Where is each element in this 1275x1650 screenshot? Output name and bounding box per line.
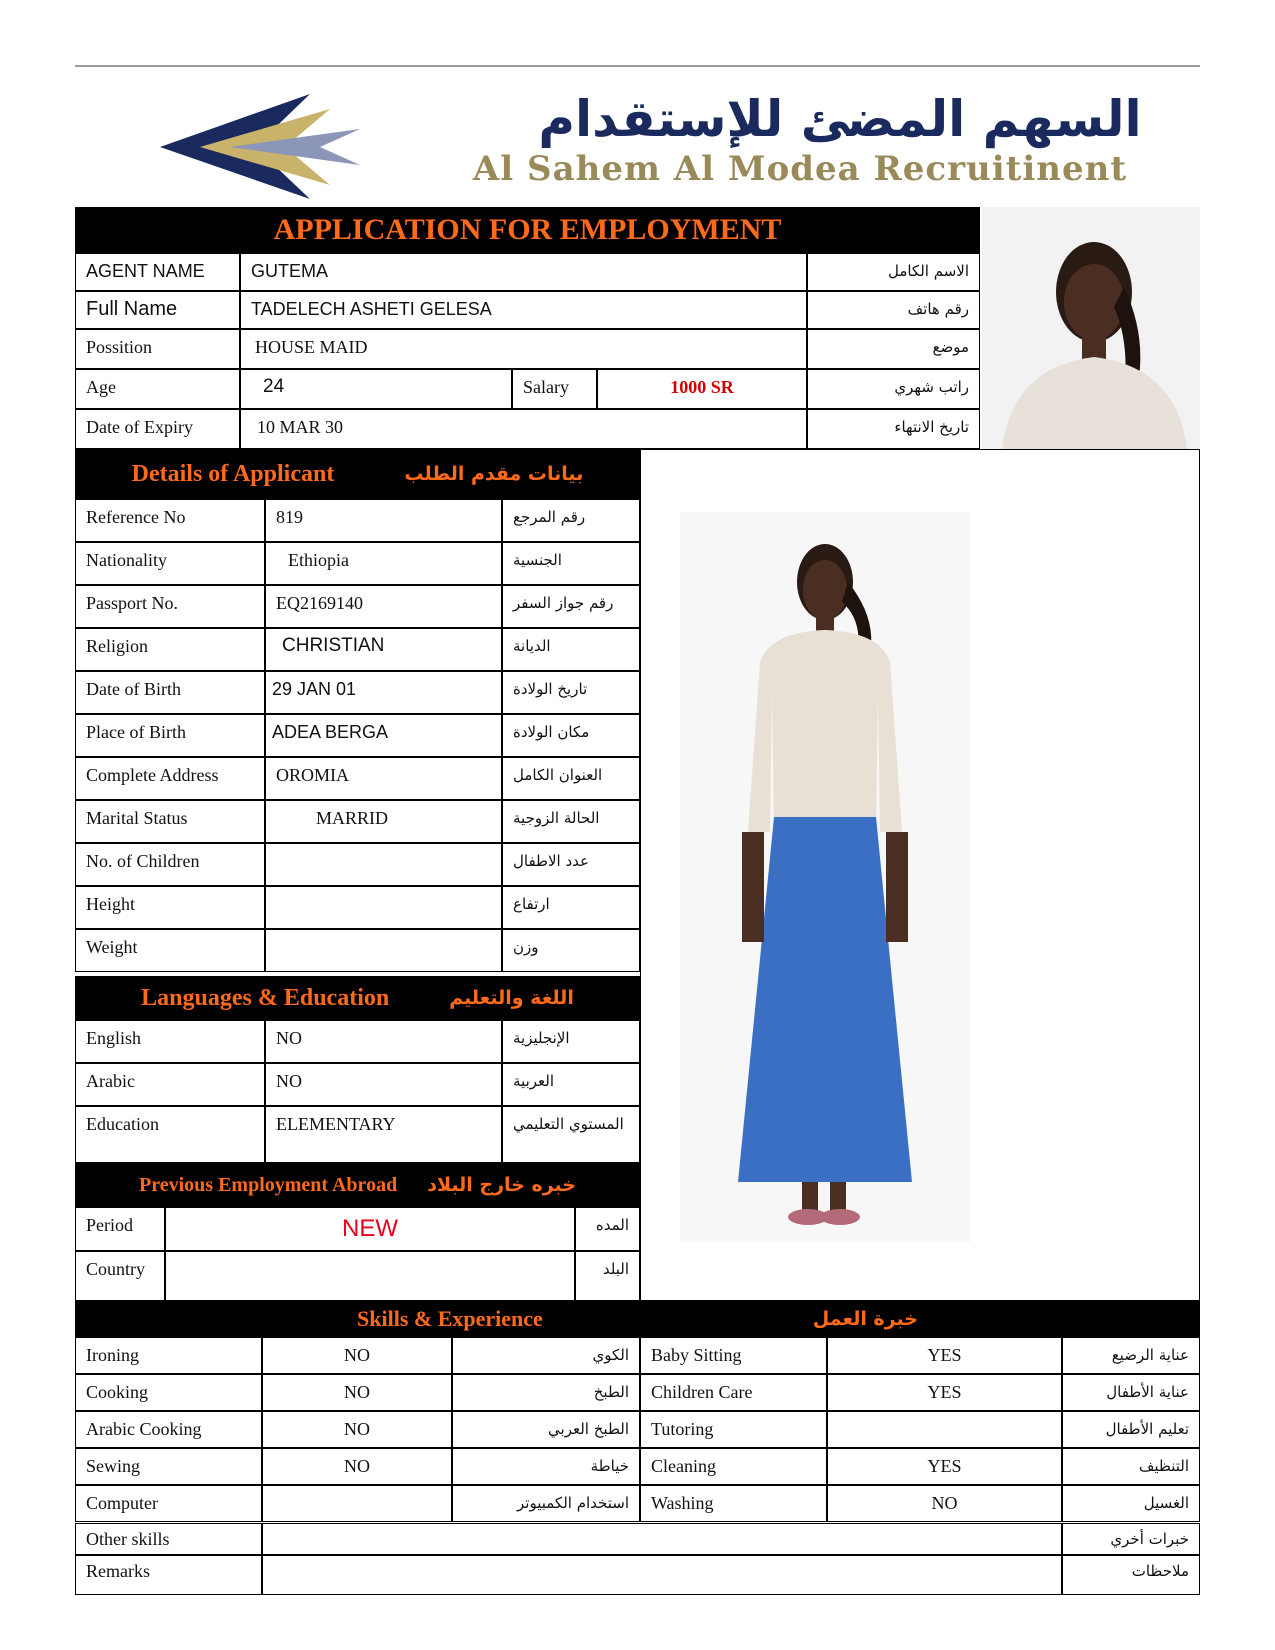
period-label: Period — [75, 1207, 165, 1251]
skill-right-ar: عناية الأطفال — [1062, 1374, 1200, 1411]
expiry-label: Date of Expiry — [75, 409, 240, 449]
skill-left-label: Sewing — [75, 1448, 262, 1485]
details-row-value: EQ2169140 — [265, 585, 502, 628]
form-title: APPLICATION FOR EMPLOYMENT — [75, 207, 980, 253]
age-label: Age — [75, 369, 240, 409]
applicant-portrait-photo — [982, 207, 1200, 449]
skill-left-value: NO — [262, 1374, 452, 1411]
details-row-value: CHRISTIAN — [265, 628, 502, 671]
skill-left-label: Computer — [75, 1485, 262, 1522]
details-heading-ar: بيانات مقدم الطلب — [404, 463, 584, 485]
details-row-ar: الحالة الزوجية — [502, 800, 640, 843]
details-row-value — [265, 843, 502, 886]
languages-heading: Languages & Education — [141, 984, 390, 1011]
language-row-ar: المستوي التعليمي — [502, 1106, 640, 1163]
skill-left-value: NO — [262, 1337, 452, 1374]
country-label: Country — [75, 1251, 165, 1301]
details-row-label: Nationality — [75, 542, 265, 585]
full-name-ar: رقم هاتف — [807, 291, 980, 329]
details-row-ar: رقم المرجع — [502, 499, 640, 542]
skill-left-ar: الطبخ العربي — [452, 1411, 640, 1448]
details-row-ar: رقم جواز السفر — [502, 585, 640, 628]
details-row-value: MARRID — [265, 800, 502, 843]
position-label: Possition — [75, 329, 240, 369]
details-row-ar: ارتفاع — [502, 886, 640, 929]
languages-heading-bar — [75, 976, 640, 1020]
details-row-ar: مكان الولادة — [502, 714, 640, 757]
details-row-label: No. of Children — [75, 843, 265, 886]
details-heading: Details of Applicant — [131, 460, 335, 487]
skill-right-ar: عناية الرضيع — [1062, 1337, 1200, 1374]
details-row-value: Ethiopia — [265, 542, 502, 585]
previous-heading: Previous Employment Abroad — [139, 1173, 398, 1196]
details-row-value — [265, 929, 502, 972]
remarks-label: Remarks — [75, 1555, 262, 1595]
skill-right-value: YES — [827, 1337, 1062, 1374]
skill-right-value: YES — [827, 1448, 1062, 1485]
period-value: NEW — [165, 1207, 575, 1251]
skill-left-label: Ironing — [75, 1337, 262, 1374]
details-row-label: Date of Birth — [75, 671, 265, 714]
details-row-value: OROMIA — [265, 757, 502, 800]
expiry-value: 10 MAR 30 — [240, 409, 807, 449]
language-row-label: Arabic — [75, 1063, 265, 1106]
skill-left-value: NO — [262, 1411, 452, 1448]
skill-right-ar: التنظيف — [1062, 1448, 1200, 1485]
skill-left-label: Cooking — [75, 1374, 262, 1411]
skills-heading-bar — [75, 1301, 1200, 1337]
details-row-label: Religion — [75, 628, 265, 671]
other-skills-value — [262, 1523, 1062, 1555]
period-ar: المده — [575, 1207, 640, 1251]
skills-heading: Skills & Experience — [357, 1306, 543, 1331]
details-row-label: Reference No — [75, 499, 265, 542]
details-row-value — [265, 886, 502, 929]
details-row-label: Height — [75, 886, 265, 929]
details-row-label: Weight — [75, 929, 265, 972]
details-row-label: Complete Address — [75, 757, 265, 800]
salary-label: Salary — [512, 369, 597, 409]
details-row-label: Marital Status — [75, 800, 265, 843]
remarks-ar: ملاحظات — [1062, 1555, 1200, 1595]
skill-left-label: Arabic Cooking — [75, 1411, 262, 1448]
salary-ar: راتب شهري — [807, 369, 980, 409]
details-row-ar: وزن — [502, 929, 640, 972]
skill-right-label: Washing — [640, 1485, 827, 1522]
position-ar: موضع — [807, 329, 980, 369]
details-row-label: Place of Birth — [75, 714, 265, 757]
details-row-ar: عدد الاطفال — [502, 843, 640, 886]
language-row-label: English — [75, 1020, 265, 1063]
skill-left-ar: الطبخ — [452, 1374, 640, 1411]
skill-right-label: Cleaning — [640, 1448, 827, 1485]
language-row-value: ELEMENTARY — [265, 1106, 502, 1163]
skill-right-label: Baby Sitting — [640, 1337, 827, 1374]
applicant-full-body-photo — [680, 512, 970, 1242]
previous-heading-bar — [75, 1163, 640, 1207]
expiry-ar: تاريخ الانتهاء — [807, 409, 980, 449]
skill-left-value — [262, 1485, 452, 1522]
details-row-value: ADEA BERGA — [265, 714, 502, 757]
logo-english-text: Al Sahem Al Modea Recruitinent — [472, 149, 1128, 189]
skill-right-label: Tutoring — [640, 1411, 827, 1448]
arrow-logo-icon — [160, 89, 400, 199]
skill-right-value: NO — [827, 1485, 1062, 1522]
details-row-value: 29 JAN 01 — [265, 671, 502, 714]
language-row-value: NO — [265, 1020, 502, 1063]
skill-right-ar: تعليم الأطفال — [1062, 1411, 1200, 1448]
full-name-label: Full Name — [75, 291, 240, 329]
languages-heading-ar: اللغة والتعليم — [449, 987, 574, 1009]
skill-left-value: NO — [262, 1448, 452, 1485]
details-row-ar: العنوان الكامل — [502, 757, 640, 800]
header-banner — [75, 65, 1200, 203]
position-value: HOUSE MAID — [240, 329, 807, 369]
language-row-ar: العربية — [502, 1063, 640, 1106]
skill-right-ar: الغسيل — [1062, 1485, 1200, 1522]
details-row-ar: الجنسية — [502, 542, 640, 585]
details-row-label: Passport No. — [75, 585, 265, 628]
skills-heading-ar: خبرة العمل — [812, 1308, 918, 1330]
skill-right-value — [827, 1411, 1062, 1448]
agent-name-ar: الاسم الكامل — [807, 253, 980, 291]
details-heading-bar — [75, 449, 640, 499]
skill-left-ar: الكوي — [452, 1337, 640, 1374]
other-skills-label: Other skills — [75, 1523, 262, 1555]
skill-left-ar: استخدام الكمبيوتر — [452, 1485, 640, 1522]
other-skills-ar: خبرات أخري — [1062, 1523, 1200, 1555]
language-row-value: NO — [265, 1063, 502, 1106]
details-row-ar: تاريخ الولادة — [502, 671, 640, 714]
language-row-ar: الإنجليزية — [502, 1020, 640, 1063]
skill-right-label: Children Care — [640, 1374, 827, 1411]
full-name-value: TADELECH ASHETI GELESA — [240, 291, 807, 329]
salary-value: 1000 SR — [597, 369, 807, 409]
details-row-value: 819 — [265, 499, 502, 542]
language-row-label: Education — [75, 1106, 265, 1163]
country-value — [165, 1251, 575, 1301]
remarks-value — [262, 1555, 1062, 1595]
country-ar: البلد — [575, 1251, 640, 1301]
agent-name-label: AGENT NAME — [75, 253, 240, 291]
age-value: 24 — [240, 369, 512, 409]
skill-left-ar: خياطة — [452, 1448, 640, 1485]
skill-right-value: YES — [827, 1374, 1062, 1411]
previous-heading-ar: خبره خارج البلاد — [427, 1174, 576, 1196]
agent-name-value: GUTEMA — [240, 253, 807, 291]
details-row-ar: الديانة — [502, 628, 640, 671]
logo-arabic-text: السهم المضئ للإستقدام — [538, 90, 1142, 148]
